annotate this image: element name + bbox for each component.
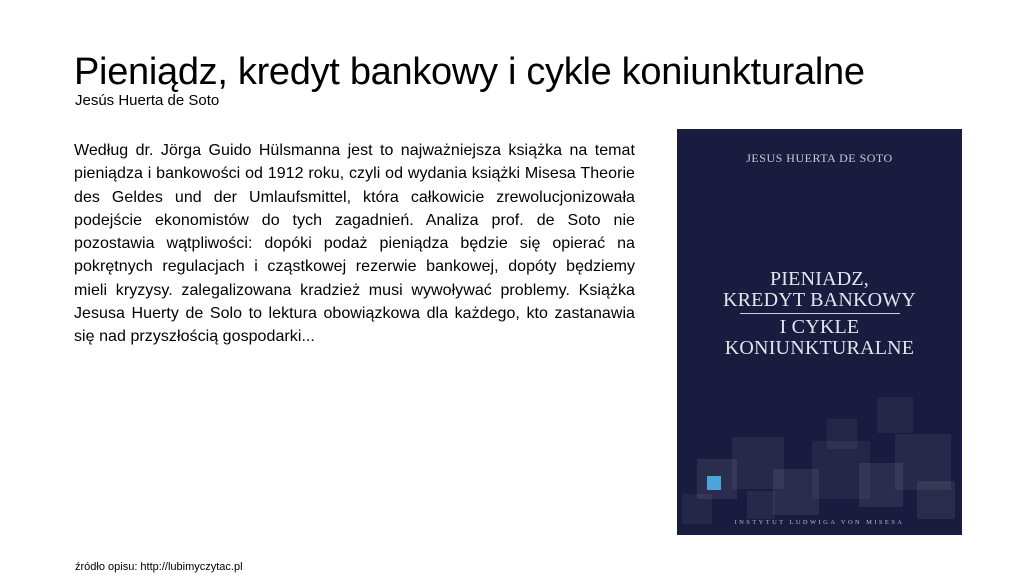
cover-title-line: KREDYT BANKOWY bbox=[723, 289, 916, 311]
cover-title-line: PIENIADZ, bbox=[769, 268, 869, 290]
cover-title bbox=[677, 269, 962, 359]
cover-publisher: INSTYTUT LUDWIGA VON MISESA bbox=[734, 519, 905, 526]
accent-square bbox=[707, 476, 721, 490]
book-cover bbox=[677, 129, 962, 535]
cover-divider bbox=[740, 313, 900, 314]
book-description: Według dr. Jörga Guido Hülsmanna jest to najważniejsza książka na temat pieniądza i bankowości od 1912 roku, czyli od wydania książki Misesa Theorie des Geldes und der Umlaufsmittel, która całkowicie zrewolucjonizowała podejście ekonomistów do tych zagadnień. Analiza prof. de Soto nie pozostawia wątpliwości: dopóki podaż pieniądza będzie się opierać na pokrętnych regulacjach i cząstkowej rezerwie bankowej, dopóty będziemy mieli kryzysy. zalegalizowana kradzież musi wywoływać problemy. Książka Jesusa Huerty de Solo to lektura obowiązkowa dla każdego, kto zastanawia się nad przyszłością gospodarki... bbox=[74, 142, 635, 346]
book-author: Jesús Huerta de Soto bbox=[75, 92, 220, 109]
source-note: źródło opisu: http://lubimyczytac.pl bbox=[75, 561, 243, 573]
slide-title: Pieniądz, kredyt bankowy i cykle koniunkturalne bbox=[74, 51, 865, 93]
cover-author: JESUS HUERTA DE SOTO bbox=[746, 151, 893, 165]
cover-title-line: KONIUNKTURALNE bbox=[724, 337, 915, 359]
cover-title-line: I CYKLE bbox=[779, 316, 860, 338]
